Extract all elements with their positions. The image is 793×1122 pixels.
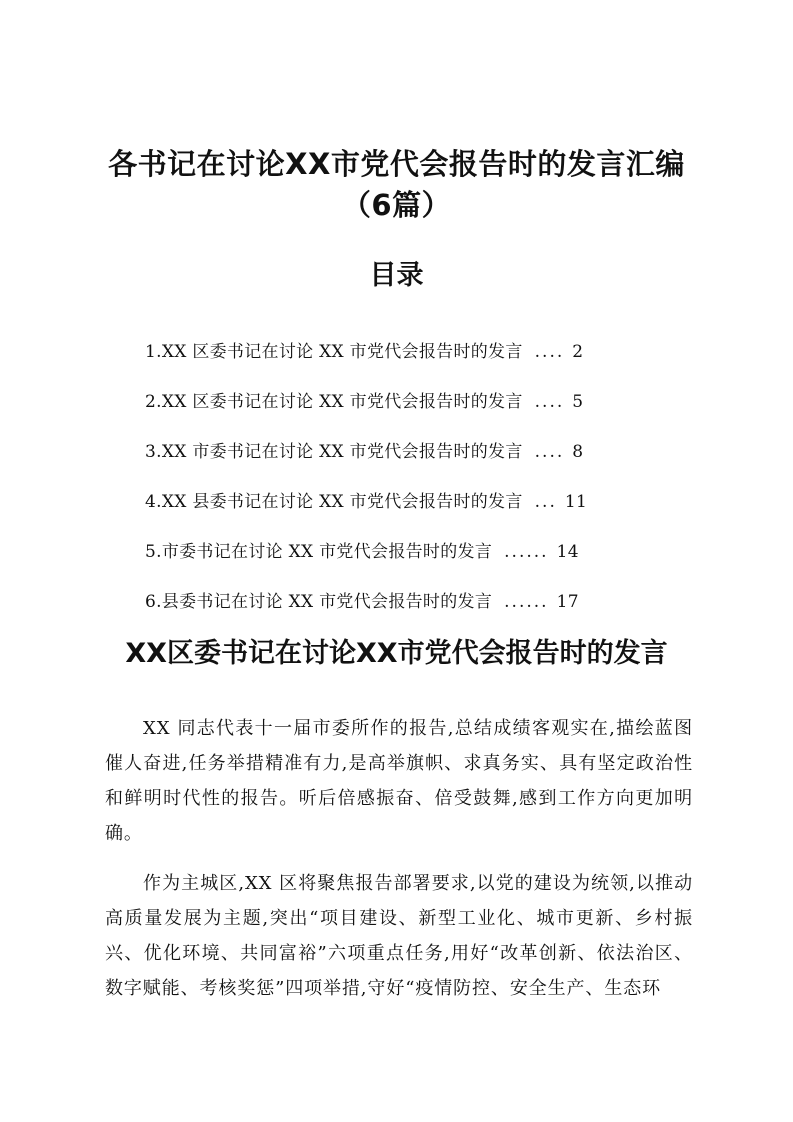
toc-entry-text: 3.XX 市委书记在讨论 XX 市党代会报告时的发言 (145, 442, 523, 462)
toc-entry[interactable] (145, 440, 625, 465)
toc-entry-leader: .... (534, 442, 565, 462)
toc-entry[interactable] (145, 390, 625, 415)
body-paragraph: XX 同志代表十一届市委所作的报告,总结成绩客观实在,描绘蓝图催人奋进,任务举措精准有力,是高举旗帜、求真务实、具有坚定政治性和鲜明时代性的报告。听后倍感振奋、倍受鼓舞,感到工作方向更加明确。 (105, 718, 693, 844)
toc-entry-text: 6.县委书记在讨论 XX 市党代会报告时的发言 (145, 592, 493, 612)
toc-entry-page: 11 (564, 492, 588, 512)
toc-entry[interactable] (145, 540, 625, 565)
toc-entry-leader: ...... (504, 542, 549, 562)
toc-entry-page: 8 (572, 442, 584, 462)
section-body (105, 711, 693, 1021)
toc-entry-page: 5 (572, 392, 584, 412)
table-of-contents (145, 340, 625, 640)
toc-entry-text: 1.XX 区委书记在讨论 XX 市党代会报告时的发言 (145, 342, 523, 362)
toc-entry-page: 14 (556, 542, 579, 562)
toc-entry-leader: ...... (504, 592, 549, 612)
toc-heading: 目录 (369, 260, 424, 291)
body-paragraph: 作为主城区,XX 区将聚焦报告部署要求,以党的建设为统领,以推动高质量发展为主题,突出“项目建设、新型工业化、城市更新、乡村振兴、优化环境、共同富裕”六项重点任务,用好“改革创新、依法治区、数字赋能、考核奖惩”四项举措,守好“疫情防控、安全生产、生态环 (105, 873, 693, 999)
toc-entry-text: 2.XX 区委书记在讨论 XX 市党代会报告时的发言 (145, 392, 523, 412)
toc-entry-leader: .... (534, 392, 565, 412)
toc-entry-leader: ... (534, 492, 557, 512)
toc-entry-leader: .... (534, 342, 565, 362)
toc-entry-text: 4.XX 县委书记在讨论 XX 市党代会报告时的发言 (145, 492, 523, 512)
toc-entry[interactable] (145, 340, 625, 365)
document-title: 各书记在讨论XX市党代会报告时的发言汇编 (108, 147, 685, 181)
toc-entry[interactable] (145, 590, 625, 615)
section-title: XX区委书记在讨论XX市党代会报告时的发言 (125, 638, 668, 669)
document-title-count: （6篇） (341, 188, 452, 222)
toc-entry-text: 5.市委书记在讨论 XX 市党代会报告时的发言 (145, 542, 493, 562)
toc-entry[interactable] (145, 490, 625, 515)
toc-entry-page: 2 (572, 342, 584, 362)
toc-entry-page: 17 (556, 592, 579, 612)
